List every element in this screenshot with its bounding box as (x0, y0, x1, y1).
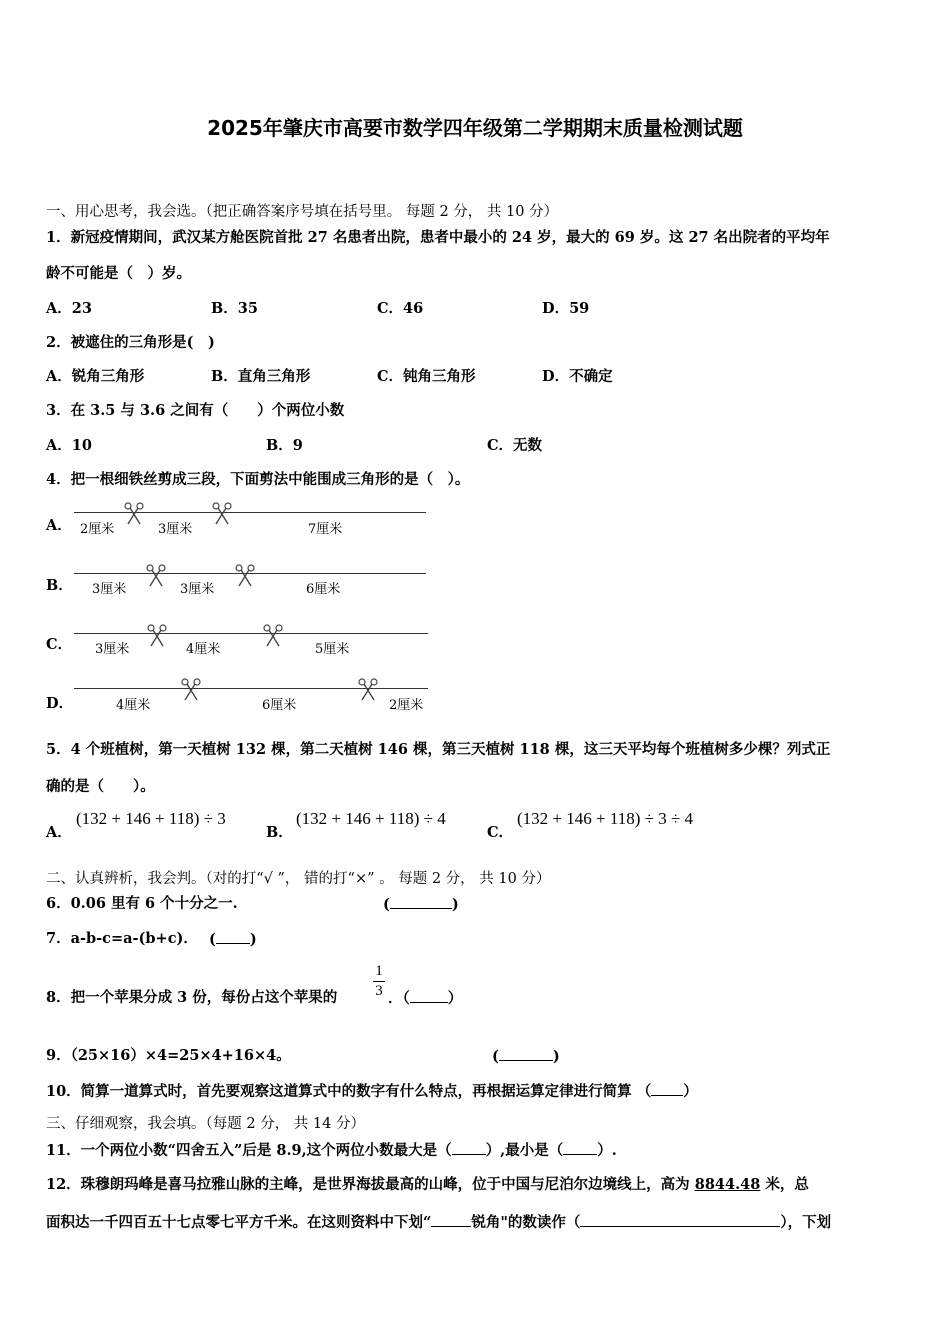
bracket-close: ） (683, 1083, 698, 1100)
wire-line (74, 633, 428, 634)
bracket-open: ( (492, 1048, 499, 1065)
answer-blank[interactable] (390, 894, 452, 909)
q12-line1 (46, 1175, 809, 1195)
answer-blank[interactable] (651, 1081, 683, 1096)
scissors-icon (262, 624, 284, 648)
scissors-icon (123, 502, 145, 526)
segment-label: 6厘米 (306, 582, 341, 597)
fraction-numerator: 1 (375, 963, 383, 979)
q2-option-c: C．钝角三角形 (377, 368, 476, 385)
answer-blank[interactable] (410, 988, 448, 1003)
q1-line2: 龄不可能是（ ）岁。 (46, 265, 191, 282)
q2-text: 2．被遮住的三角形是( ) (46, 334, 215, 351)
bracket-open: ．（ (388, 990, 410, 1007)
q6-text: 6．0.06 里有 6 个十分之一. (46, 895, 238, 912)
q7-text: 7．a-b-c=a-(b+c)． (46, 930, 198, 947)
q5-line2: 确的是（ ）。 (46, 778, 155, 795)
answer-blank-reading[interactable] (580, 1212, 780, 1227)
answer-blank[interactable] (216, 929, 250, 944)
section-2-heading: 二、认真辨析，我会判。（对的打“√ ”， 错的打“×” 。 每题 2 分， 共 10 分） (46, 871, 551, 887)
q2-option-b: B．直角三角形 (211, 368, 311, 385)
answer-blank-min[interactable] (563, 1140, 597, 1155)
answer-blank-max[interactable] (452, 1140, 486, 1155)
segment-label: 2厘米 (80, 522, 115, 537)
q12-line2 (46, 1212, 831, 1233)
scissors-icon (234, 564, 256, 588)
bracket-close: ) (249, 931, 257, 948)
fraction-one-third (373, 963, 385, 1000)
bracket-close: ) (552, 1048, 560, 1065)
bracket-close: ） (447, 990, 463, 1007)
q12-line2-a: 面积达一千四百五十七点零七平方千米。在这则资料中下划“ (46, 1214, 432, 1231)
segment-label: 3厘米 (158, 522, 193, 537)
q7-answer-bracket[interactable] (209, 929, 257, 950)
segment-label: 5厘米 (315, 642, 350, 657)
segment-label: 6厘米 (262, 698, 297, 713)
q2-option-a: A．锐角三角形 (46, 368, 145, 385)
scissors-icon (180, 678, 202, 702)
q10-text (46, 1081, 698, 1102)
q9-text: 9．（25×16）×4=25×4+16×4。 (46, 1047, 291, 1064)
q8-answer-bracket[interactable] (388, 988, 462, 1009)
q1-option-a: A．23 (46, 300, 92, 317)
segment-label: 4厘米 (116, 698, 151, 713)
answer-blank[interactable] (499, 1046, 553, 1061)
q3-option-a: A．10 (46, 437, 92, 454)
scissors-icon (357, 678, 379, 702)
q5-option-a-label: A． (46, 824, 72, 841)
bracket-open: ( (383, 896, 390, 913)
bracket-open: ( (209, 931, 216, 948)
segment-label: 2厘米 (389, 698, 424, 713)
q2-option-d: D．不确定 (542, 368, 613, 385)
q5-option-c-expression: (132 + 146 + 118) ÷ 3 ÷ 4 (517, 809, 694, 828)
section-1-heading: 一、用心思考，我会选。（把正确答案序号填在括号里。 每题 2 分， 共 10 分） (46, 204, 559, 220)
q5-line1: 5．4 个班植树，第一天植树 132 棵，第二天植树 146 棵，第三天植树 118 棵，这三天平均每个班植树多少棵？列式正 (46, 741, 831, 758)
q12-underlined-number: 8844.48 (694, 1176, 761, 1193)
q11-text (46, 1140, 617, 1161)
q1-option-c: C．46 (377, 300, 424, 317)
q11-part2: ）,最小是（ (485, 1142, 564, 1159)
q12-line2-b: 锐角"的数读作（ (471, 1214, 581, 1231)
q4-row-d-label: D． (46, 695, 74, 712)
q11-part3: ）. (597, 1142, 617, 1159)
page-title: 2025年肇庆市高要市数学四年级第二学期期末质量检测试题 (207, 116, 743, 140)
section-3-heading: 三、仔细观察，我会填。（每题 2 分， 共 14 分） (46, 1116, 365, 1132)
q9-answer-bracket[interactable] (492, 1046, 560, 1067)
segment-label: 3厘米 (180, 582, 215, 597)
q10-question: 10．简算一道算式时，首先要观察这道算式中的数字有什么特点，再根据运算定律进行简算 （ (46, 1083, 652, 1100)
segment-label: 3厘米 (95, 642, 130, 657)
q5-option-b-expression: (132 + 146 + 118) ÷ 4 (296, 809, 446, 828)
segment-label: 4厘米 (186, 642, 221, 657)
q12-line1-b: 米，总 (760, 1176, 809, 1193)
scissors-icon (211, 502, 233, 526)
q3-option-b: B．9 (266, 437, 303, 454)
q6-answer-bracket[interactable] (383, 894, 459, 915)
q11-part1: 11．一个两位小数“四舍五入”后是 8.9,这个两位小数最大是（ (46, 1142, 452, 1159)
q4-row-a-label: A． (46, 517, 72, 534)
q1-option-d: D．59 (542, 300, 590, 317)
q8-text: 8．把一个苹果分成 3 份，每份占这个苹果的 (46, 989, 338, 1006)
q12-line2-c: ），下划 (780, 1214, 832, 1231)
fraction-denominator: 3 (375, 983, 383, 999)
q4-row-b-label: B． (46, 577, 73, 594)
scissors-icon (145, 564, 167, 588)
q4-row-c-label: C． (46, 636, 73, 653)
q12-line1-a: 12．珠穆朗玛峰是喜马拉雅山脉的主峰，是世界海拔最高的山峰，位于中国与尼泊尔边境线上，高为 (46, 1176, 695, 1193)
underlined-gap (431, 1212, 471, 1227)
q5-option-c-label: C． (487, 824, 514, 841)
q3-text: 3．在 3.5 与 3.6 之间有（ ）个两位小数 (46, 402, 345, 419)
segment-label: 3厘米 (92, 582, 127, 597)
q4-text: 4．把一根细铁丝剪成三段，下面剪法中能围成三角形的是（ ）。 (46, 471, 470, 488)
bracket-close: ) (451, 896, 459, 913)
q3-option-c: C．无数 (487, 437, 543, 454)
q1-line1: 1．新冠疫情期间，武汉某方舱医院首批 27 名患者出院，患者中最小的 24 岁，最大的 69 岁。这 27 名出院者的平均年 (46, 229, 830, 246)
scissors-icon (146, 624, 168, 648)
segment-label: 7厘米 (308, 522, 343, 537)
q5-option-b-label: B． (266, 824, 293, 841)
q5-option-a-expression: (132 + 146 + 118) ÷ 3 (76, 809, 226, 828)
q1-option-b: B．35 (211, 300, 258, 317)
